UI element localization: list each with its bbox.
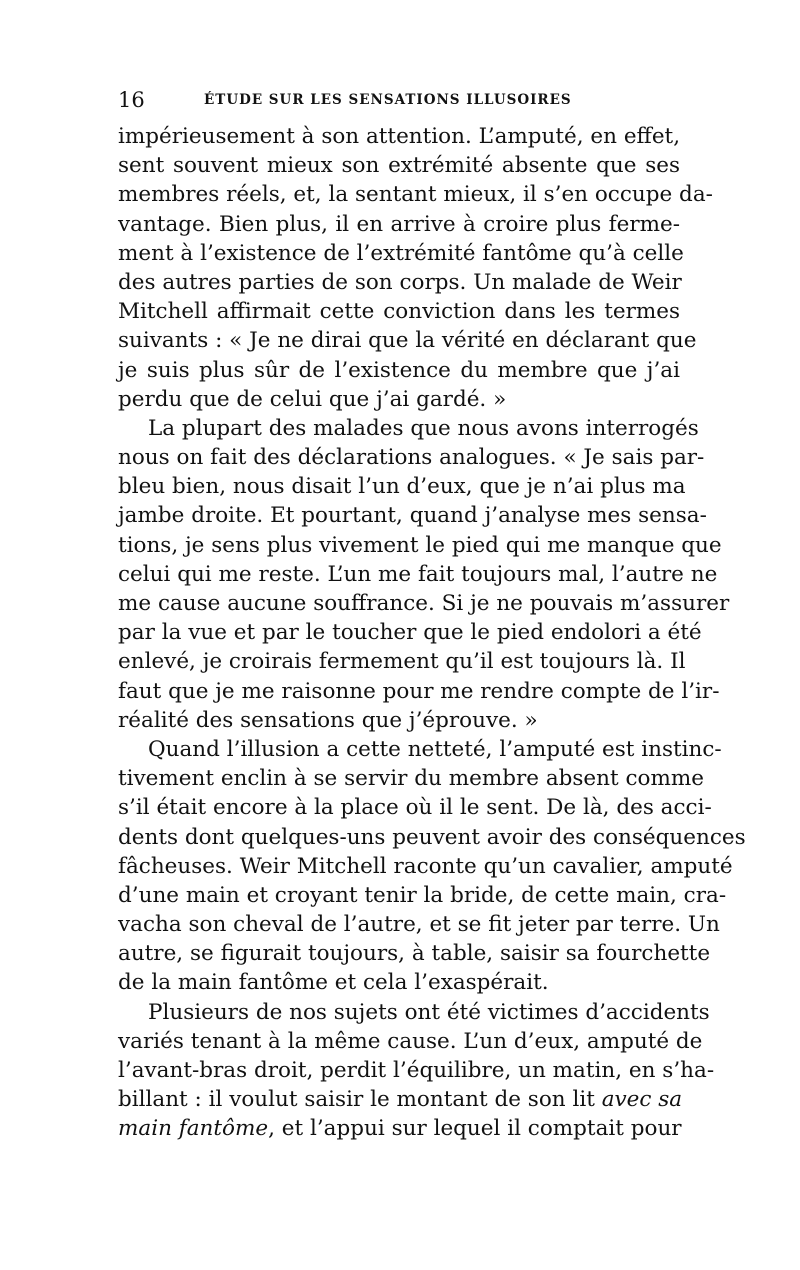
text-line: ment à l’existence de l’extrémité fantôme qu’à celle <box>118 240 684 266</box>
text-line: Quand l’illusion a cette netteté, l’amputé est instinc- <box>148 736 722 762</box>
text-line: nous on fait des déclarations analogues. « Je sais par- <box>118 445 705 471</box>
running-title: ÉTUDE SUR LES SENSATIONS ILLUSOIRES <box>204 92 572 108</box>
text-line: impérieusement à son attention. L’amputé, en effet, <box>118 124 681 149</box>
text-line: tions, je sens plus vivement le pied qui me manque que <box>118 532 722 558</box>
text-line: d’une main et croyant tenir la bride, de cette main, cra- <box>118 882 727 908</box>
text-line: enlevé, je croirais fermement qu’il est toujours là. Il <box>118 649 686 675</box>
text-line: perdu que de celui que j’ai gardé. » <box>118 386 507 412</box>
text-line: vantage. Bien plus, il en arrive à croire plus ferme- <box>118 211 680 237</box>
text-line: par la vue et par le toucher que le pied endolori a été <box>118 620 702 646</box>
text-line: de la main fantôme et cela l’exaspérait. <box>118 970 549 996</box>
text-line: celui qui me reste. L’un me fait toujours mal, l’autre ne <box>118 561 718 587</box>
text-line: La plupart des malades que nous avons interrogés <box>148 415 699 441</box>
text-line: des autres parties de son corps. Un malade de Weir <box>118 269 682 295</box>
text-line: main fantôme, et l’appui sur lequel il comptait pour <box>118 1116 682 1142</box>
text-line: membres réels, et, la sentant mieux, il s’en occupe da- <box>118 182 713 208</box>
text-line: l’avant-bras droit, perdit l’équilibre, un matin, en s’ha- <box>118 1058 715 1083</box>
page-header <box>118 86 680 114</box>
text-line: fâcheuses. Weir Mitchell raconte qu’un cavalier, amputé <box>118 853 733 879</box>
text-line: faut que je me raisonne pour me rendre compte de l’ir- <box>118 678 720 704</box>
text-line: sent souvent mieux son extrémité absente que ses <box>118 153 680 179</box>
text-line: me cause aucune souffrance. Si je ne pouvais m’assurer <box>118 591 730 616</box>
text-line: dents dont quelques-uns peuvent avoir des conséquences <box>118 824 746 850</box>
text-line: vacha son cheval de l’autre, et se fit jeter par terre. Un <box>118 912 720 938</box>
text-line: variés tenant à la même cause. L’un d’eux, amputé de <box>118 1028 703 1054</box>
text-line: suivants : « Je ne dirai que la vérité en déclarant que <box>118 328 697 354</box>
text-line: bleu bien, nous disait l’un d’eux, que je n’ai plus ma <box>118 474 686 500</box>
text-line: s’il était encore à la place où il le sent. De là, des acci- <box>118 795 712 821</box>
text-line: jambe droite. Et pourtant, quand j’analyse mes sensa- <box>118 503 707 529</box>
text-line: Mitchell affirmait cette conviction dans les termes <box>118 299 680 325</box>
page-number: 16 <box>118 88 145 112</box>
text-line: je suis plus sûr de l’existence du membre que j’ai <box>118 357 680 383</box>
text-line: tivement enclin à se servir du membre absent comme <box>118 766 704 792</box>
text-line: autre, se figurait toujours, à table, saisir sa fourchette <box>118 941 711 967</box>
body-text <box>118 122 746 1144</box>
text-line: réalité des sensations que j’éprouve. » <box>118 707 538 733</box>
text-line: billant : il voulut saisir le montant de son lit avec sa <box>118 1087 683 1113</box>
text-line: Plusieurs de nos sujets ont été victimes d’accidents <box>148 999 710 1025</box>
